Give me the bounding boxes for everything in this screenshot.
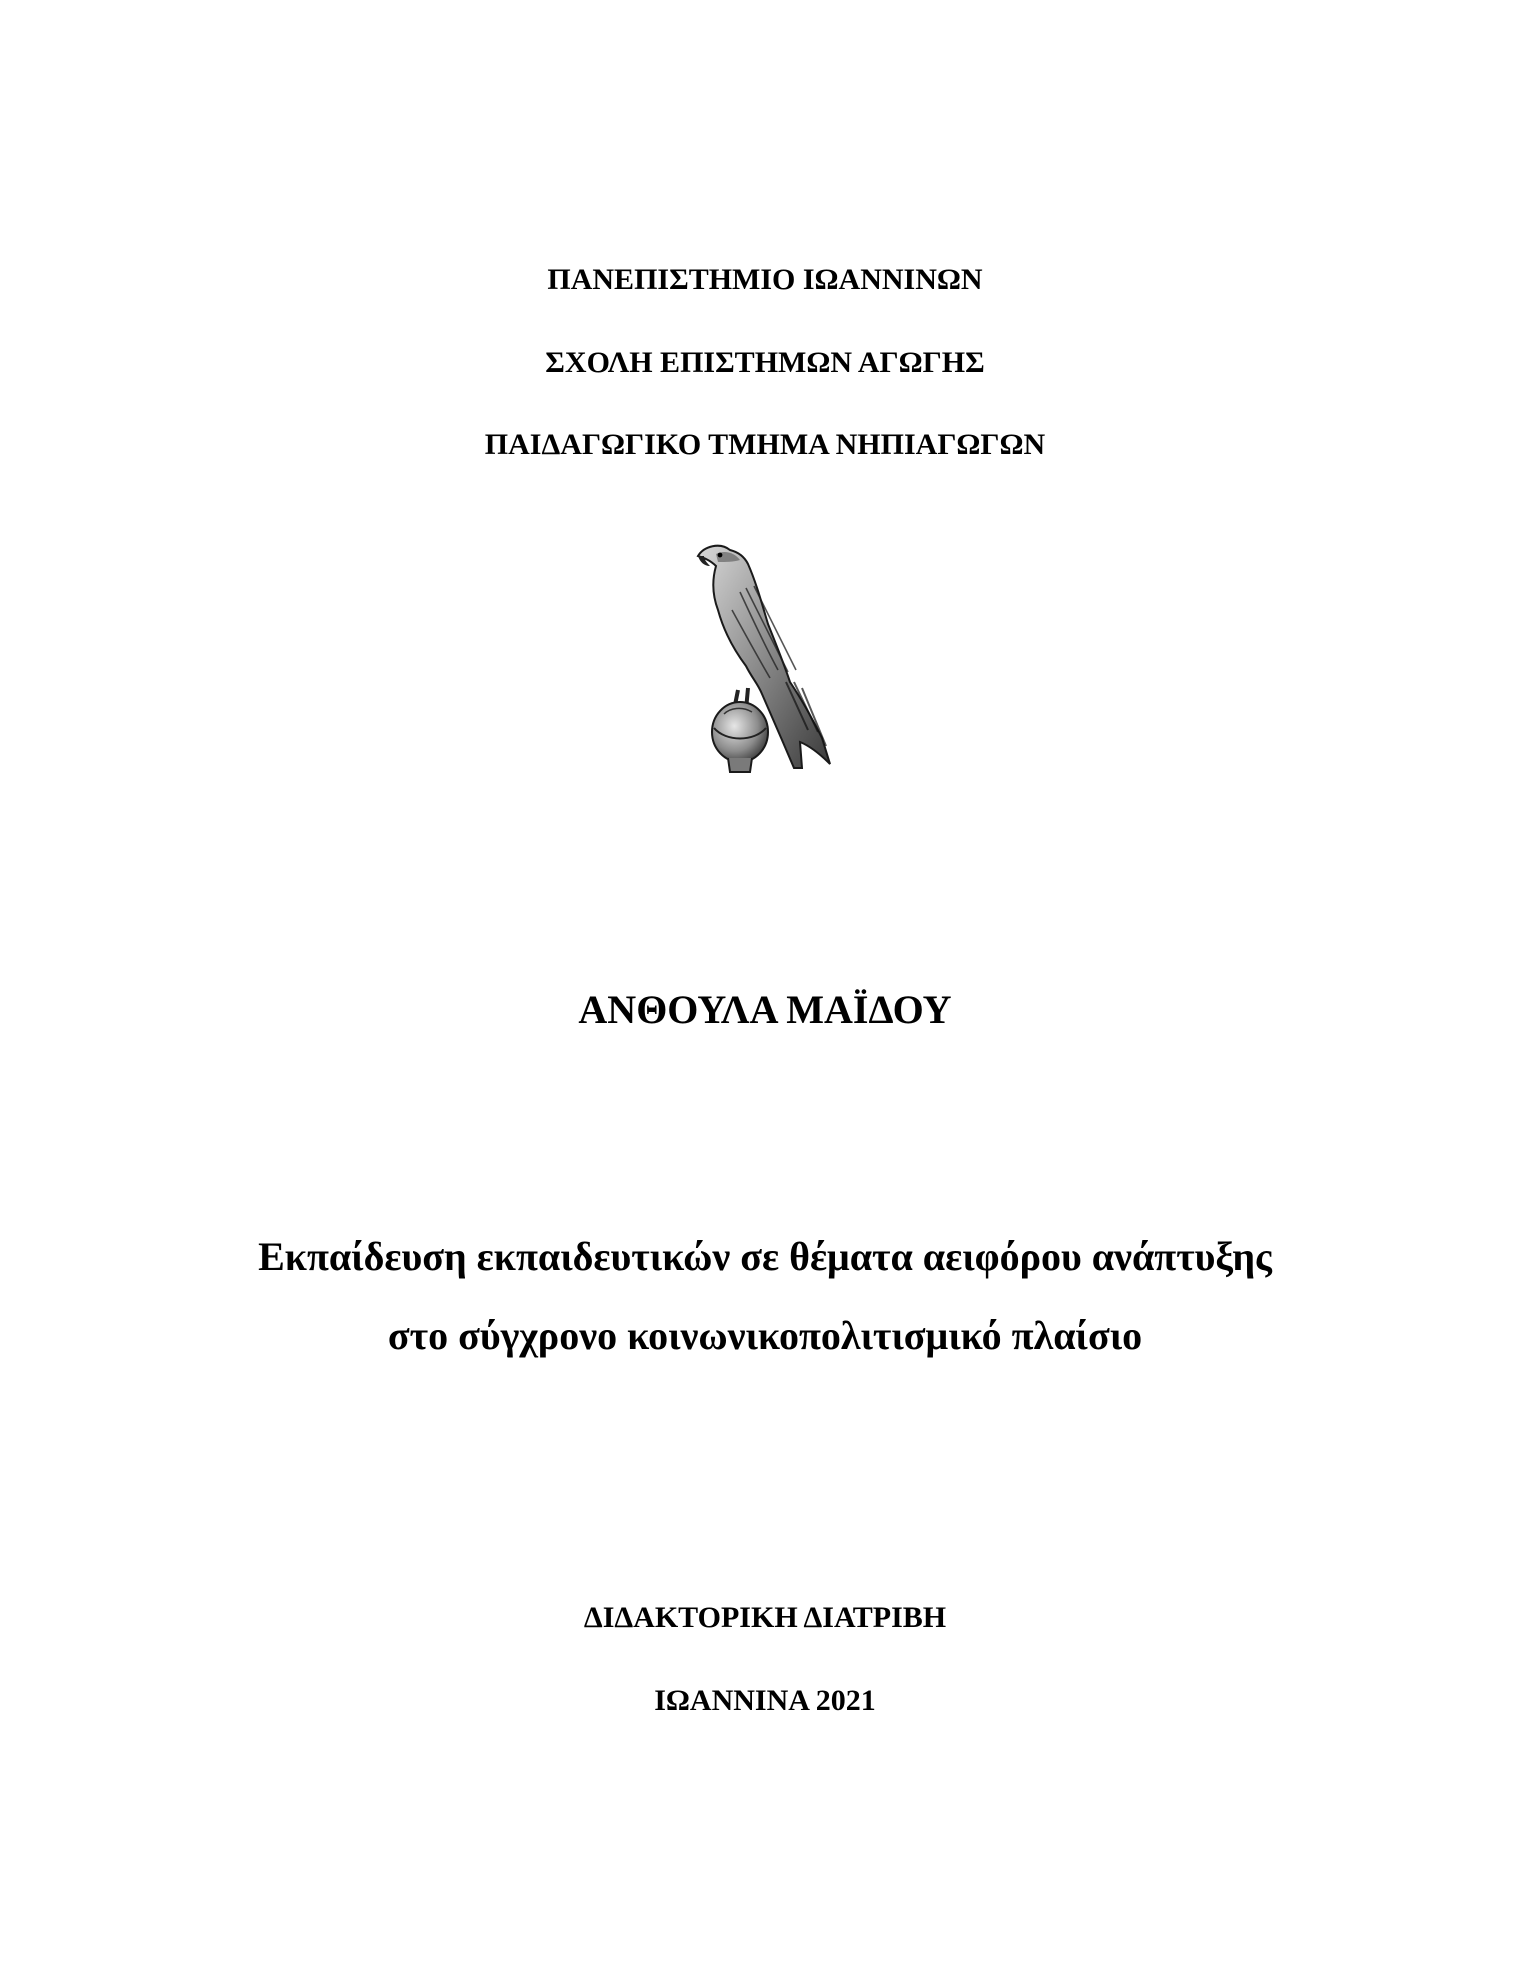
thesis-title-line-2: στο σύγχρονο κοινωνικοπολιτισμικό πλαίσιο: [387, 1313, 1143, 1358]
school-name: ΣΧΟΛΗ ΕΠΙΣΤΗΜΩΝ ΑΓΩΓΗΣ: [545, 346, 985, 379]
place-and-year: ΙΩΑΝΝΙΝΑ 2021: [654, 1684, 876, 1717]
thesis-title-line-1: Εκπαίδευση εκπαιδευτικών σε θέματα αειφόρου ανάπτυξης: [258, 1234, 1272, 1279]
document-type: ΔΙΔΑΚΤΟΡΙΚΗ ΔΙΑΤΡΙΒΗ: [583, 1601, 947, 1634]
eagle-emblem-icon: [690, 532, 840, 777]
department-name: ΠΑΙΔΑΓΩΓΙΚΟ ΤΜΗΜΑ ΝΗΠΙΑΓΩΓΩΝ: [484, 428, 1046, 461]
university-name: ΠΑΝΕΠΙΣΤΗΜΙΟ ΙΩΑΝΝΙΝΩΝ: [547, 263, 983, 296]
author-name: ΑΝΘΟΥΛΑ ΜΑΪΔΟΥ: [578, 987, 952, 1032]
